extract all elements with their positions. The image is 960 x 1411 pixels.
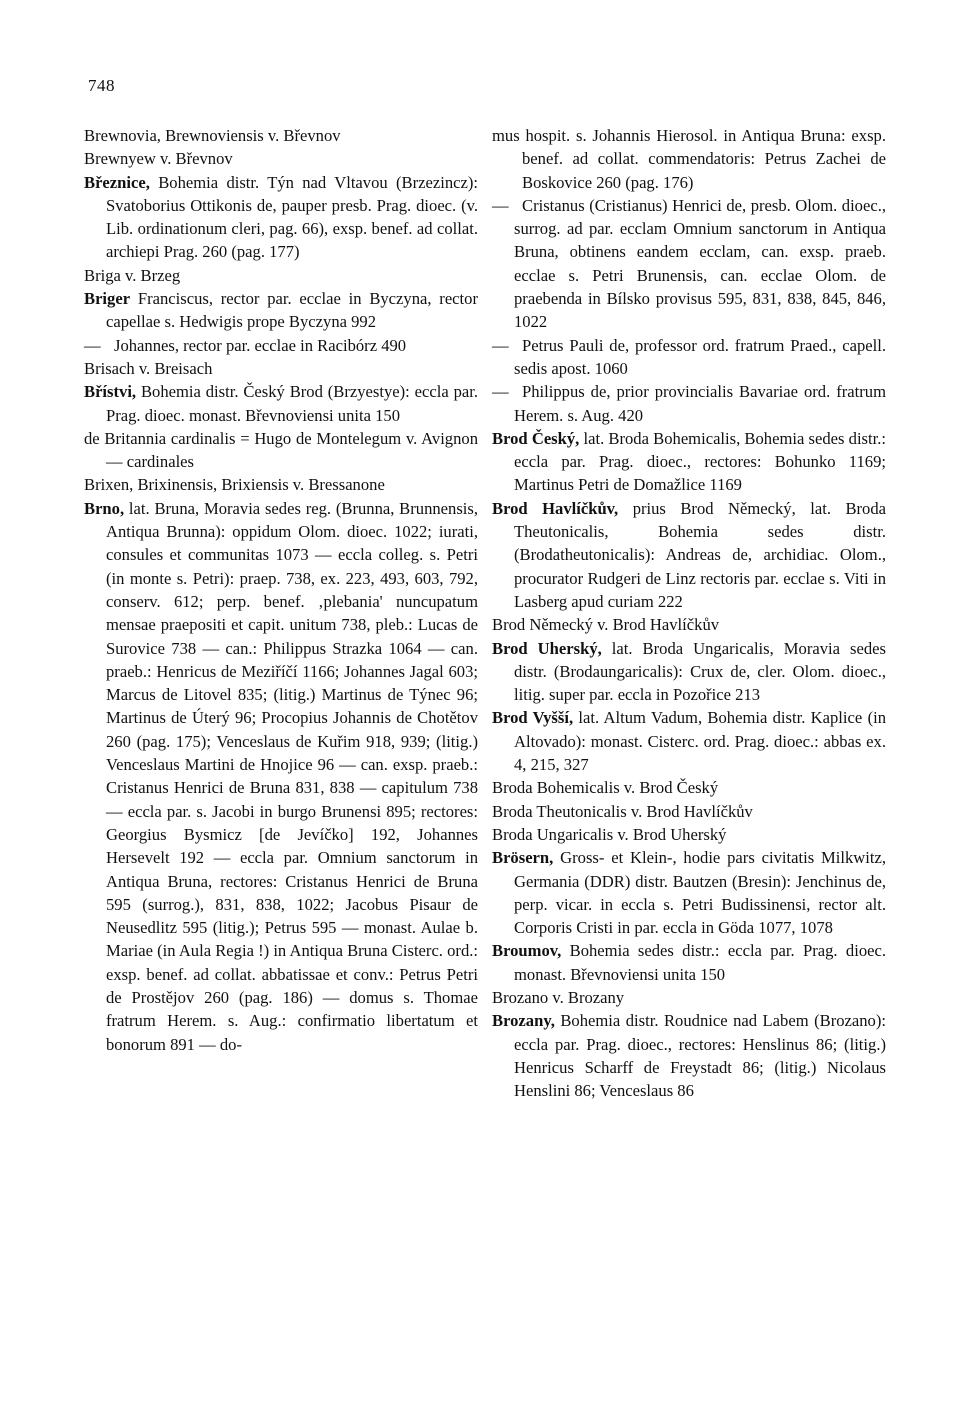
entry-headword: Briger [84, 289, 131, 309]
entry-text: lat. Altum Vadum, Bohemia distr. Kaplice (in Altovado): monast. Cisterc. ord. Prag. dioec.: abbas ex. 4, 215, 327 [514, 708, 886, 775]
continuation-dash: — [492, 195, 509, 215]
entry-text: Brixen, Brixinensis, Brixiensis v. Bressanone [84, 475, 385, 495]
index-entry [84, 380, 478, 427]
left-column [84, 124, 478, 1056]
entry-headword: Brod Havlíčkův, [492, 498, 619, 518]
index-entry [492, 986, 886, 1009]
entry-text: Brewnyew v. Břevnov [84, 149, 233, 169]
index-entry [84, 357, 478, 380]
entry-text: Broda Ungaricalis v. Brod Uherský [492, 824, 727, 844]
entry-text: Johannes, rector par. ecclae in Racibórz 490 [114, 335, 407, 355]
entry-text: Gross- et Klein-, hodie pars civitatis Milkwitz, Germania (DDR) distr. Bautzen (Bresin): Jenchinus de, perp. vicar. in eccla s. Petri Budissinensi, rector alt. Corporis Cristi in par. eccla in Göda 1077, 1078 [514, 848, 886, 938]
index-entry [492, 334, 886, 381]
index-entry [492, 194, 886, 334]
entry-text: de Britannia cardinalis = Hugo de Montelegum v. Avignon — cardinales [84, 428, 478, 472]
entry-headword: Brno, [84, 498, 125, 518]
entry-headword: Brozany, [492, 1011, 555, 1031]
entry-text: lat. Broda Ungaricalis, Moravia sedes distr. (Brodaungaricalis): Crux de, cler. Olom. dioec., litig. super par. eccla in Pozořice 213 [514, 638, 886, 705]
entry-headword: Břístvi, [84, 382, 137, 402]
entry-text: Petrus Pauli de, professor ord. fratrum Praed., capell. sedis apost. 1060 [514, 335, 886, 378]
entry-headword: Březnice, [84, 172, 150, 192]
index-entry [492, 939, 886, 986]
entry-text: Brod Německý v. Brod Havlíčkův [492, 615, 720, 635]
index-entry [492, 124, 886, 194]
entry-text: Brisach v. Breisach [84, 358, 213, 378]
entry-headword: Brod Český, [492, 428, 580, 448]
index-entry [84, 287, 478, 334]
entry-text: Broda Theutonicalis v. Brod Havlíčkův [492, 801, 753, 821]
index-entry [492, 1009, 886, 1102]
continuation-dash: — [492, 335, 509, 355]
right-column [492, 124, 886, 1102]
entry-text: Cristanus (Cristianus) Henrici de, presb. Olom. dioec., surrog. ad par. ecclam Omnium sanctorum in Antiqua Bruna, obtinens eandem ecclam, can. exsp. praeb. ecclae s. Petri Brunensis, can. ecclae Olom. de praebenda in Bílsko provisus 595, 831, 838, 845, 846, 1022 [514, 195, 886, 332]
entry-headword: Broumov, [492, 941, 562, 961]
entry-text: Bohemia sedes distr.: eccla par. Prag. dioec. monast. Břevnoviensi unita 150 [514, 941, 886, 984]
index-entry [492, 637, 886, 707]
index-entry [492, 706, 886, 776]
index-entry [492, 846, 886, 939]
index-entry [492, 823, 886, 846]
index-entry [492, 776, 886, 799]
entry-text: Brewnovia, Brewnoviensis v. Břevnov [84, 126, 341, 145]
entry-text: lat. Bruna, Moravia sedes reg. (Brunna, Brunnensis, Antiqua Brunna): oppidum Olom. dioec. 1022; iurati, consules et communitas 1073 — eccla colleg. s. Petri (in monte s. Petri): praep. 738, ex. 223, 493, 603, 792, conserv. 612; perp. benef. ‚plebania' nuncupatum mensae praepositi et capit. unitum 738, pleb.: Lucas de Surovice 738 — can.: Philippus Strazka 1064 — can. praeb.: Henricus de Meziříčí 1166; Johannes Jagal 603; Marcus de Litovel 835; (litig.) Martinus de Týnec 96; Martinus de Úterý 96; Procopius Johannis de Chotětov 260 (pag. 175); Venceslaus de Kuřim 918, 939; (litig.) Venceslaus Martini de Hnojice 96 — can. exsp. praeb.: Cristanus Henrici de Bruna 831, 838 — capitulum 738 — eccla par. s. Jacobi in burgo Brunensi 895; rectores: Georgius Bysmicz [de Jevíčko] 192, Johannes Hersevelt 192 — eccla par. Omnium sanctorum in Antiqua Bruna, rectores: Cristanus Henrici de Bruna 595 (surrog.), 831, 838, 1022; Jacobus Pisaur de Neusedlitz 595 (litig.); Petrus 595 — monast. Aulae b. Mariae (in Aula Regia !) in Antiqua Bruna Cisterc. ord.: exsp. benef. ad collat. abbatissae et conv.: Petrus Petri de Prostějov 260 (pag. 186) — domus s. Thomae fratrum Herem. s. Aug.: confirmatio libertatum et bonorum 891 — do- [106, 498, 478, 1054]
entry-headword: Brod Vyšší, [492, 708, 574, 728]
entry-text: Briga v. Brzeg [84, 265, 181, 285]
continuation-dash: — [84, 335, 101, 355]
continuation-dash: — [492, 382, 509, 402]
index-entry [492, 380, 886, 427]
index-entry [492, 800, 886, 823]
index-entry [84, 171, 478, 264]
index-entry [84, 264, 478, 287]
entry-headword: Brösern, [492, 848, 554, 868]
page-number: 748 [88, 76, 115, 95]
entry-text: Brozano v. Brozany [492, 987, 625, 1007]
entry-text: prius Brod Německý, lat. Broda Theutonicalis, Bohemia sedes distr. (Brodatheutonicalis): Andreas de, archidiac. Olom., procurator Rudgeri de Linz rectoris par. ecclae s. Viti in Lasberg apud curiam 222 [514, 498, 886, 611]
index-entry [84, 427, 478, 474]
index-entry [84, 147, 478, 170]
index-entry [84, 473, 478, 496]
entry-text: Bohemia distr. Týn nad Vltavou (Brzezincz): Svatoborius Ottikonis de, pauper presb. Prag. dioec. (v. Lib. ordinationum cleri, pag. 66), exsp. benef. ad collat. archiepi Prag. 260 (pag. 177) [106, 172, 478, 262]
index-entry [492, 427, 886, 497]
entry-text: mus hospit. s. Johannis Hierosol. in Antiqua Bruna: exsp. benef. ad collat. commendatoris: Petrus Zachei de Boskovice 260 (pag. 176) [492, 126, 886, 192]
entry-text: lat. Broda Bohemicalis, Bohemia sedes distr.: eccla par. Prag. dioec., rectores: Bohunko 1169; Martinus Petri de Domažlice 1169 [514, 428, 886, 495]
index-entry [84, 497, 478, 1056]
index-entry [84, 124, 478, 147]
entry-text: Franciscus, rector par. ecclae in Byczyna, rector capellae s. Hedwigis prope Byczyna 992 [106, 289, 478, 332]
entry-headword: Brod Uherský, [492, 638, 602, 658]
index-entry [492, 497, 886, 613]
entry-text: Bohemia distr. Český Brod (Brzyestye): eccla par. Prag. dioec. monast. Břevnoviensi unita 150 [106, 382, 478, 425]
entry-text: Broda Bohemicalis v. Brod Český [492, 778, 719, 798]
index-entry [84, 334, 478, 357]
index-entry [492, 613, 886, 636]
entry-text: Bohemia distr. Roudnice nad Labem (Brozano): eccla par. Prag. dioec., rectores: Henslinus 86; (litig.) Henricus Scharff de Freystadt 86; (litig.) Nicolaus Henslini 86; Venceslaus 86 [514, 1011, 886, 1101]
entry-text: Philippus de, prior provincialis Bavariae ord. fratrum Herem. s. Aug. 420 [514, 382, 886, 425]
